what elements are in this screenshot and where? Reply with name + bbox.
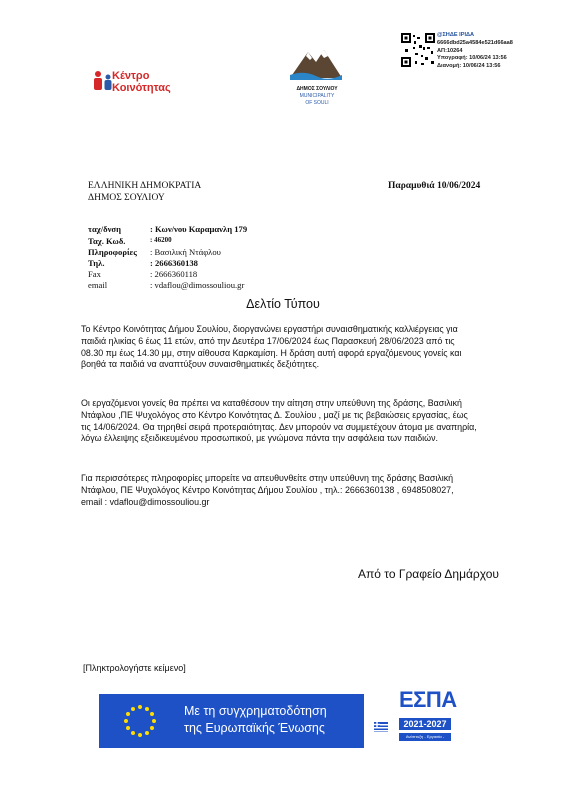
contact-label: Τηλ. bbox=[88, 258, 105, 268]
signature-issued-date: Διανομή: 10/06/24 13:56 bbox=[437, 63, 501, 70]
municipality-caption bbox=[286, 86, 348, 107]
place-date: Παραμυθιά 10/06/2024 bbox=[388, 181, 481, 191]
paragraph-line: βοηθά τα παιδιά να αναπτύξουν συναισθηματικές δεξιότητες. bbox=[81, 359, 320, 370]
body-paragraph-2 bbox=[81, 398, 504, 445]
paragraph-line: Οι εργαζόμενοι γονείς θα πρέπει να καταθέσουν την αίτηση στην υπεύθυνη της δράσης, Βασιλική bbox=[81, 398, 462, 408]
municipality-heading: ΔΗΜΟΣ ΣΟΥΛΙΟΥ bbox=[88, 193, 165, 203]
signature-hash: 6666dbd25a4584e521d66aa8 bbox=[437, 39, 513, 46]
paragraph-line: email : vdaflou@dimossouliou.gr bbox=[81, 496, 210, 507]
digital-signature-block bbox=[437, 32, 513, 71]
eu-text-line1: Με τη συγχρηματοδότηση bbox=[184, 704, 327, 718]
mayor-office-signature: Από το Γραφείο Δημάρχου bbox=[358, 567, 499, 581]
paragraph-line: λόγω έλλειψης εξειδικευμένου προσωπικού, με γνώμονα πάντα την ασφάλεια των παιδιών. bbox=[81, 433, 438, 444]
espa-logo-word: ΕΣΠΑ bbox=[399, 687, 457, 712]
people-icon bbox=[94, 71, 112, 90]
contact-value: : 2666360138 bbox=[150, 258, 198, 268]
contact-value: : 2666360118 bbox=[150, 269, 198, 279]
contact-label: email bbox=[88, 280, 108, 290]
municipality-english-line1: MUNICIPALITY bbox=[299, 93, 335, 99]
signature-brand: @ΣΗΔΕ ΙΡΙΔΑ bbox=[437, 32, 475, 38]
paragraph-line: τις 14/06/2024. Θα τηρηθεί σειρά προτεραιότητας. Δεν μπορούν να συμμετέχουν άτομα με αναπηρία, bbox=[81, 421, 477, 432]
espa-subtitle: Ανάπτυξη - Εργασία - Αλληλεγγύη bbox=[399, 733, 451, 741]
paragraph-line: Ντάφλου, ΠΕ Ψυχολόγος Κέντρο Κοινότητας Δήμου Σουλίου , τηλ.: 2666360138 , 6948508027, bbox=[81, 484, 454, 495]
contact-value: : Βασιλική Ντάφλου bbox=[150, 247, 221, 257]
contact-label: Πληροφορίες bbox=[88, 247, 137, 257]
espa-years: 2021-2027 bbox=[399, 718, 451, 730]
paragraph-line: Ντάφλου ,ΠΕ Ψυχολόγος στο Κέντρο Κοινότητας Δ. Σουλίου , μαζί με τις βεβαιώσεις εργασίας, έως bbox=[81, 409, 468, 420]
kentro-logo-line2: Κοινότητας bbox=[112, 82, 171, 94]
eu-text-line2: της Ευρωπαϊκής Ένωσης bbox=[184, 721, 325, 735]
paragraph-line: Για περισσότερες πληροφορίες μπορείτε να απευθυνθείτε στην υπεύθυνη της δράσης Βασιλική bbox=[81, 473, 454, 483]
signature-protocol: ΑΠ:10264 bbox=[437, 47, 463, 54]
body-paragraph-1 bbox=[81, 324, 504, 371]
text-placeholder[interactable]: [Πληκτρολογήστε κείμενο] bbox=[83, 663, 186, 673]
eu-flag-icon bbox=[104, 697, 176, 745]
kentro-logo-line1: Κέντρο bbox=[112, 70, 150, 82]
body-paragraph-3 bbox=[81, 473, 504, 508]
contact-value: : Κων/νου Καραμανλη 179 bbox=[150, 224, 248, 234]
kentro-logo-text bbox=[112, 70, 171, 94]
eu-cofunding-text bbox=[184, 703, 327, 737]
paragraph-line: παιδιά ηλικίας 6 έως 11 ετών, από την Δευτέρα 17/06/2024 έως Παρασκευή 28/06/2023 από τις bbox=[81, 335, 455, 346]
contact-label: Ταχ. Κωδ. bbox=[88, 236, 126, 246]
municipality-greek-name: ΔΗΜΟΣ ΣΟΥΛΙΟΥ bbox=[296, 86, 338, 92]
contact-label: Fax bbox=[88, 269, 101, 279]
municipality-english-line2: OF SOULI bbox=[305, 100, 329, 106]
contact-value: : 46200 bbox=[150, 236, 172, 244]
contact-value: : vdaflou@dimossouliou.gr bbox=[150, 280, 245, 290]
press-release-title: Δελτίο Τύπου bbox=[246, 297, 320, 311]
qr-code-icon bbox=[401, 33, 435, 67]
republic-heading: ΕΛΛΗΝΙΚΗ ΔΗΜΟΚΡΑΤΙΑ bbox=[88, 181, 202, 191]
contact-label: ταχ/δνση bbox=[88, 224, 121, 234]
signature-signed-date: Υπογραφή: 10/06/24 13:56 bbox=[437, 55, 507, 62]
paragraph-line: 08.30 πμ έως 14.30 μμ, στην αίθουσα Καρκαμίση. Η δράση αυτή αφορά εργαζόμενους γονείς και bbox=[81, 347, 462, 358]
paragraph-line: Το Κέντρο Κοινότητας Δήμου Σουλίου, διοργανώνει εργαστήρι συναισθηματικής καλλιέργειας για bbox=[81, 324, 458, 334]
municipality-logo bbox=[286, 42, 346, 124]
